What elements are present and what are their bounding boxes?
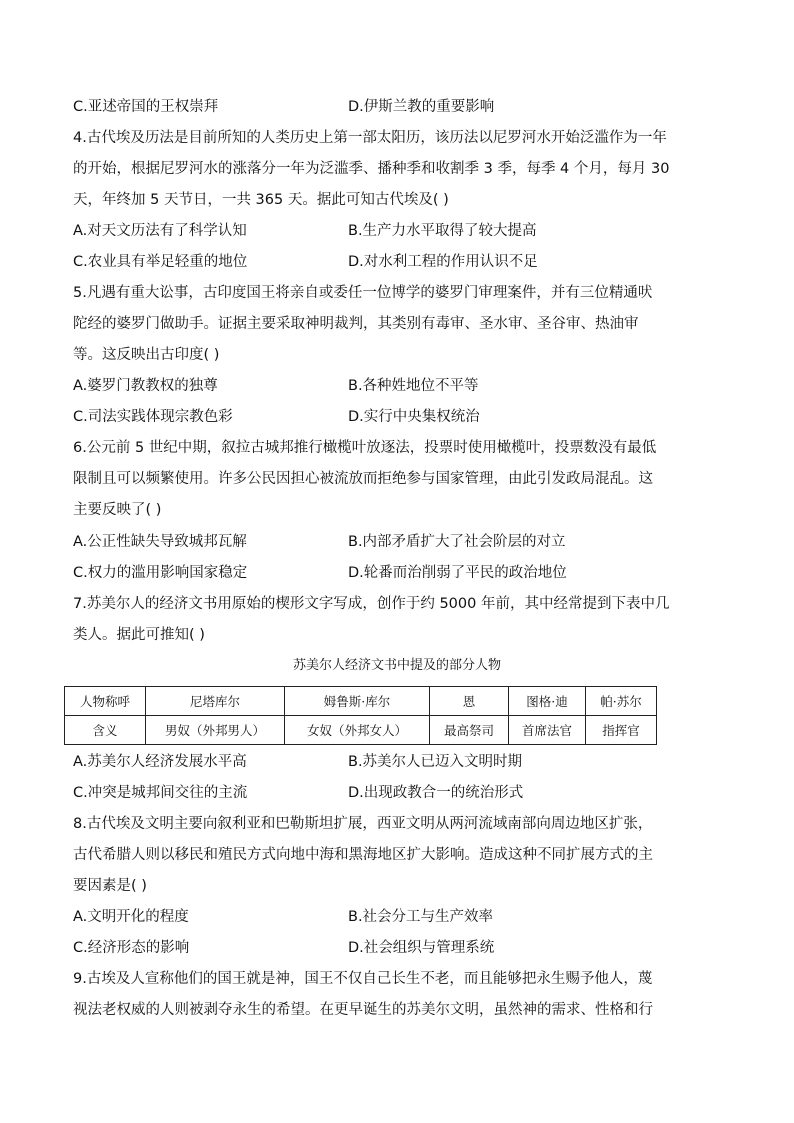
table-cell: 人物称呼 <box>65 687 146 716</box>
q3-option-c: C.亚述帝国的王权崇拜 <box>73 99 219 115</box>
table-cell: 男奴（外邦男人） <box>146 716 285 745</box>
q6-option-b: B.内部矛盾扩大了社会阶层的对立 <box>348 534 566 550</box>
q5-stem-line-2: 陀经的婆罗门做助手。证据主要采取神明裁判，其类别有毒审、圣水审、圣谷审、热油审 <box>73 316 639 332</box>
table-cell: 含义 <box>65 716 146 745</box>
sumerian-figures-table <box>64 686 657 745</box>
q7-option-d: D.出现政教合一的统治形式 <box>348 785 524 801</box>
q8-stem-line-1: 8.古代埃及文明主要向叙利亚和巴勒斯坦扩展，西亚文明从两河流域南部向周边地区扩张， <box>73 816 653 832</box>
q8-stem-line-2: 古代希腊人则以移民和殖民方式向地中海和黑海地区扩大影响。造成这种不同扩展方式的主 <box>73 847 653 863</box>
q4-option-a: A.对天文历法有了科学认知 <box>73 223 247 239</box>
q4-stem-line-3: 天，年终加 5 天节日，一共 365 天。据此可知古代埃及( ) <box>73 192 449 208</box>
q7-stem-line-1: 7.苏美尔人的经济文书用原始的楔形文字写成，创作于约 5000 年前，其中经常提到下表中几 <box>73 596 670 612</box>
q4-stem-line-2: 的开始，根据尼罗河水的涨落分一年为泛滥季、播种季和收割季 3 季，每季 4 个月，每月 30 <box>73 161 670 177</box>
table-cell: 姆鲁斯·库尔 <box>285 687 430 716</box>
q7-stem-line-2: 类人。据此可推知( ) <box>73 627 205 643</box>
q5-option-c: C.司法实践体现宗教色彩 <box>73 409 233 425</box>
q4-stem-line-1: 4.古代埃及历法是目前所知的人类历史上第一部太阳历，该历法以尼罗河水开始泛滥作为一年 <box>73 130 667 146</box>
table-cell: 指挥官 <box>586 716 657 745</box>
q4-option-d: D.对水利工程的作用认识不足 <box>348 254 538 270</box>
q7-option-c: C.冲突是城邦间交往的主流 <box>73 785 248 801</box>
q8-option-c: C.经济形态的影响 <box>73 940 190 956</box>
q8-option-a: A.文明开化的程度 <box>73 909 189 925</box>
q8-stem-line-3: 要因素是( ) <box>73 878 147 894</box>
q3-option-d: D.伊斯兰教的重要影响 <box>348 99 495 115</box>
q6-option-a: A.公正性缺失导致城邦瓦解 <box>73 534 247 550</box>
q6-stem-line-2: 限制且可以频繁使用。许多公民因担心被流放而拒绝参与国家管理，由此引发政局混乱。这 <box>73 471 653 487</box>
table-cell: 帕·苏尔 <box>586 687 657 716</box>
table-cell: 恩 <box>430 687 509 716</box>
table-cell: 首席法官 <box>509 716 586 745</box>
table-caption: 苏美尔人经济文书中提及的部分人物 <box>292 658 501 673</box>
q5-stem-line-1: 5.凡遇有重大讼事，古印度国王将亲自或委任一位博学的婆罗门审理案件，并有三位精通吠 <box>73 285 653 301</box>
q6-stem-line-1: 6.公元前 5 世纪中期，叙拉古城邦推行橄榄叶放逐法，投票时使用橄榄叶，投票数没有最低 <box>73 440 657 456</box>
q6-option-c: C.权力的滥用影响国家稳定 <box>73 565 248 581</box>
table-cell: 尼塔库尔 <box>146 687 285 716</box>
q6-option-d: D.轮番而治削弱了平民的政治地位 <box>348 565 567 581</box>
q9-stem-line-1: 9.古埃及人宣称他们的国王就是神，国王不仅自己长生不老，而且能够把永生赐予他人，蔑 <box>73 971 653 987</box>
q8-option-d: D.社会组织与管理系统 <box>348 940 495 956</box>
q5-option-a: A.婆罗门教教权的独尊 <box>73 378 218 394</box>
table-cell: 图格·迪 <box>509 687 586 716</box>
q4-option-c: C.农业具有举足轻重的地位 <box>73 254 248 270</box>
q5-stem-line-3: 等。这反映出古印度( ) <box>73 347 220 363</box>
q9-stem-line-2: 视法老权威的人则被剥夺永生的希望。在更早诞生的苏美尔文明，虽然神的需求、性格和行 <box>73 1002 653 1018</box>
q4-option-b: B.生产力水平取得了较大提高 <box>348 223 537 239</box>
table-cell: 最高祭司 <box>430 716 509 745</box>
table-cell: 女奴（外邦女人） <box>285 716 430 745</box>
q6-stem-line-3: 主要反映了( ) <box>73 502 162 518</box>
q8-option-b: B.社会分工与生产效率 <box>348 909 494 925</box>
q5-option-d: D.实行中央集权统治 <box>348 409 480 425</box>
table-row <box>65 716 657 745</box>
table-row <box>65 687 657 716</box>
q7-option-b: B.苏美尔人已迈入文明时期 <box>348 754 523 770</box>
q7-option-a: A.苏美尔人经济发展水平高 <box>73 754 247 770</box>
q5-option-b: B.各种姓地位不平等 <box>348 378 479 394</box>
